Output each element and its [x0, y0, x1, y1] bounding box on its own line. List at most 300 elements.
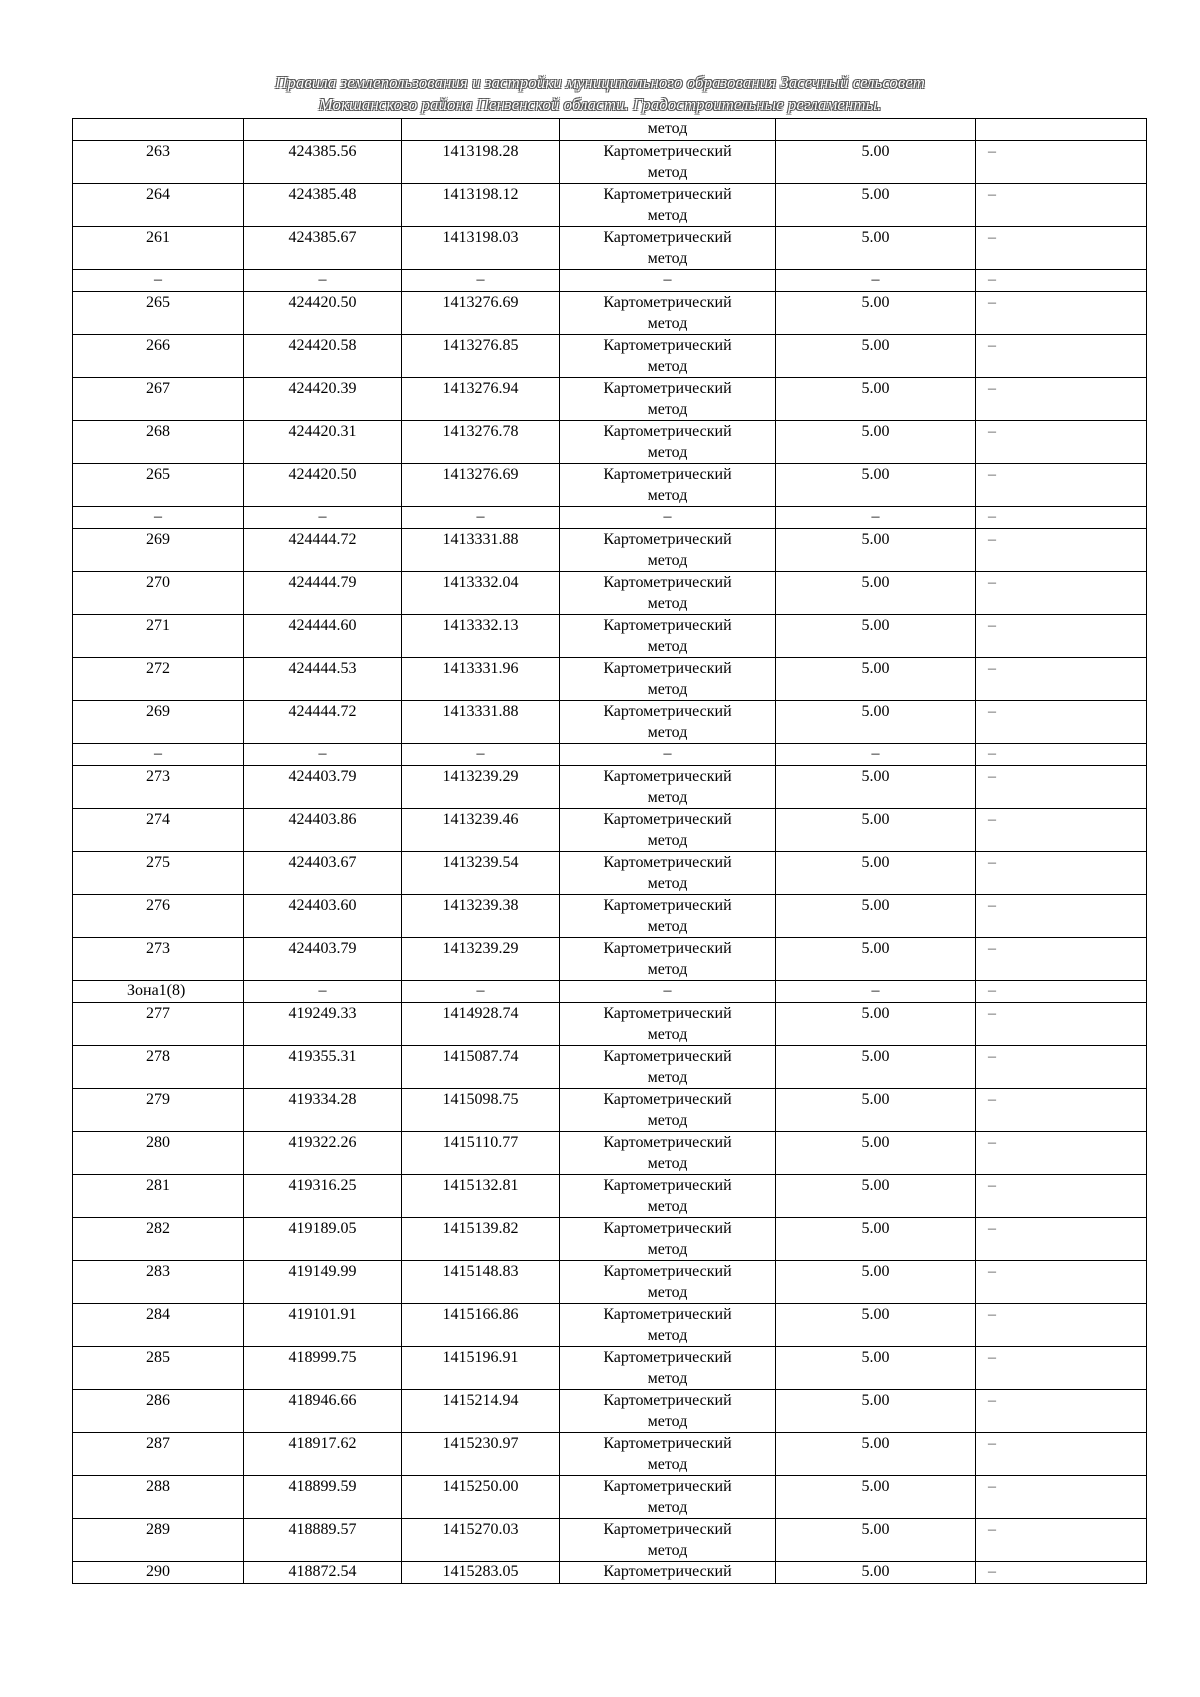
table-row [73, 184, 1147, 227]
cell-y: 1415283.05 [402, 1562, 560, 1584]
cell-accuracy [776, 119, 976, 141]
cell-method [560, 766, 776, 809]
method-line-2: метод [647, 875, 688, 892]
method-line-1: Картометрический [603, 1048, 732, 1065]
separator-row [73, 507, 1147, 529]
cell-y: 1413332.13 [402, 615, 560, 658]
cell-method [560, 507, 776, 529]
cell-method [560, 1218, 776, 1261]
cell-num: 269 [73, 529, 244, 572]
coordinates-table [72, 118, 1147, 1584]
method-line-2: метод [647, 358, 688, 375]
table-row [73, 938, 1147, 981]
cell-accuracy: 5.00 [776, 852, 976, 895]
method-line-2: метод [647, 1456, 688, 1473]
method-line-1: Картометрический [603, 1005, 732, 1022]
method-line-1: Картометрический [603, 1220, 732, 1237]
cell-method [560, 1476, 776, 1519]
cell-num: 269 [73, 701, 244, 744]
cell-y: 1413331.88 [402, 701, 560, 744]
method-line-1: Картометрический [603, 1563, 732, 1580]
method-line-2: метод [647, 1155, 688, 1172]
cell-note: – [976, 421, 1147, 464]
table-row [73, 1175, 1147, 1218]
cell-x: 424385.56 [244, 141, 402, 184]
method-line-1: Картометрический [603, 574, 732, 591]
cell-y: 1413239.29 [402, 766, 560, 809]
cell-method [560, 852, 776, 895]
cell-note: – [976, 1089, 1147, 1132]
cell-y: 1415166.86 [402, 1304, 560, 1347]
method-line-2: метод [647, 207, 688, 224]
method-line-2: метод [647, 1370, 688, 1387]
cell-method [560, 292, 776, 335]
method-line-1: Картометрический [603, 897, 732, 914]
cell-note: – [976, 1347, 1147, 1390]
method-line-2: метод [647, 315, 688, 332]
cell-accuracy: 5.00 [776, 1433, 976, 1476]
cell-method [560, 572, 776, 615]
method-line-1: Картометрический [603, 531, 732, 548]
cell-note: – [976, 184, 1147, 227]
cell-note: – [976, 292, 1147, 335]
method-line-1: Картометрический [603, 1478, 732, 1495]
cell-y: 1413276.78 [402, 421, 560, 464]
cell-note: – [976, 658, 1147, 701]
cell-y: 1415148.83 [402, 1261, 560, 1304]
cell-num: – [73, 507, 244, 529]
cell-num: 274 [73, 809, 244, 852]
cell-note: – [976, 1046, 1147, 1089]
cell-accuracy: 5.00 [776, 658, 976, 701]
cell-num: 273 [73, 766, 244, 809]
table-row [73, 615, 1147, 658]
cell-y: 1415196.91 [402, 1347, 560, 1390]
cell-method [560, 1003, 776, 1046]
cell-y: 1413239.38 [402, 895, 560, 938]
cell-num: 289 [73, 1519, 244, 1562]
method-line-2: метод [647, 789, 688, 806]
cell-method [560, 1175, 776, 1218]
table-row [73, 421, 1147, 464]
cell-x: 419101.91 [244, 1304, 402, 1347]
cell-num: 277 [73, 1003, 244, 1046]
cell-x: 424420.50 [244, 292, 402, 335]
cell-x: 424385.48 [244, 184, 402, 227]
method-line-1: – [663, 982, 672, 999]
cell-y: 1415270.03 [402, 1519, 560, 1562]
method-line-2: метод [647, 638, 688, 655]
cell-num: 280 [73, 1132, 244, 1175]
cell-x: 419322.26 [244, 1132, 402, 1175]
cell-note: – [976, 507, 1147, 529]
table-row [73, 1003, 1147, 1046]
cell-accuracy: 5.00 [776, 292, 976, 335]
cell-accuracy: 5.00 [776, 335, 976, 378]
cell-y: 1415132.81 [402, 1175, 560, 1218]
method-line-1: Картометрический [603, 768, 732, 785]
cell-accuracy: 5.00 [776, 1132, 976, 1175]
cell-note: – [976, 335, 1147, 378]
cell-y: – [402, 744, 560, 766]
cell-method [560, 1304, 776, 1347]
cell-note: – [976, 1304, 1147, 1347]
method-line-1: Картометрический [603, 1134, 732, 1151]
method-line-1: Картометрический [603, 186, 732, 203]
cell-y [402, 119, 560, 141]
cell-x: – [244, 744, 402, 766]
cell-x: 424444.72 [244, 701, 402, 744]
cell-note: – [976, 1261, 1147, 1304]
table-row [73, 1132, 1147, 1175]
cell-note: – [976, 938, 1147, 981]
cell-method [560, 1261, 776, 1304]
cell-accuracy: 5.00 [776, 895, 976, 938]
method-line-1: Картометрический [603, 1349, 732, 1366]
cell-num: 290 [73, 1562, 244, 1584]
method-line-1: Картометрический [603, 466, 732, 483]
cell-y: 1414928.74 [402, 1003, 560, 1046]
table-row [73, 701, 1147, 744]
cell-y: 1413239.54 [402, 852, 560, 895]
cell-y: 1413276.85 [402, 335, 560, 378]
cell-num: – [73, 270, 244, 292]
cell-note: – [976, 378, 1147, 421]
method-line-2: метод [647, 164, 688, 181]
cell-method [560, 1089, 776, 1132]
method-line-2: метод [647, 552, 688, 569]
cell-method [560, 529, 776, 572]
cell-accuracy: – [776, 270, 976, 292]
cell-method [560, 1519, 776, 1562]
table-row [73, 1046, 1147, 1089]
method-line-1: Картометрический [603, 229, 732, 246]
cell-method [560, 1132, 776, 1175]
table-row [73, 378, 1147, 421]
cell-y: 1415098.75 [402, 1089, 560, 1132]
cell-accuracy: 5.00 [776, 1175, 976, 1218]
cell-accuracy: 5.00 [776, 615, 976, 658]
cell-num: 283 [73, 1261, 244, 1304]
cell-num [73, 981, 244, 1003]
cell-x: 424420.50 [244, 464, 402, 507]
cell-accuracy: – [776, 507, 976, 529]
cell-method [560, 464, 776, 507]
cell-x: 419249.33 [244, 1003, 402, 1046]
cell-method [560, 1347, 776, 1390]
cell-num: 288 [73, 1476, 244, 1519]
cell-x: – [244, 981, 402, 1003]
cell-note: – [976, 1003, 1147, 1046]
method-line-1: Картометрический [603, 854, 732, 871]
cell-num: 282 [73, 1218, 244, 1261]
cell-x [244, 119, 402, 141]
cell-x: 418899.59 [244, 1476, 402, 1519]
cell-note: – [976, 227, 1147, 270]
method-line-1: – [663, 508, 672, 525]
separator-row [73, 270, 1147, 292]
table-row [73, 529, 1147, 572]
cell-accuracy: 5.00 [776, 1562, 976, 1584]
table-row [73, 464, 1147, 507]
method-line-1: Картометрический [603, 1263, 732, 1280]
cell-num: 261 [73, 227, 244, 270]
cell-num: 281 [73, 1175, 244, 1218]
cell-accuracy: 5.00 [776, 809, 976, 852]
method-line-2: метод [647, 1241, 688, 1258]
method-line-1: Картометрический [603, 1177, 732, 1194]
table-row [73, 1433, 1147, 1476]
cell-x: 424403.60 [244, 895, 402, 938]
cell-x: – [244, 507, 402, 529]
cell-x: 424385.67 [244, 227, 402, 270]
method-line-1: – [663, 271, 672, 288]
cell-accuracy: 5.00 [776, 378, 976, 421]
cell-num: 286 [73, 1390, 244, 1433]
cell-num: 271 [73, 615, 244, 658]
table-row [73, 809, 1147, 852]
cell-x: 424403.79 [244, 766, 402, 809]
table-row-continuation [73, 119, 1147, 141]
cell-method [560, 938, 776, 981]
cell-accuracy: 5.00 [776, 1003, 976, 1046]
cell-accuracy: 5.00 [776, 1304, 976, 1347]
cell-num: 263 [73, 141, 244, 184]
cell-note: – [976, 572, 1147, 615]
cell-note: – [976, 981, 1147, 1003]
cell-accuracy: 5.00 [776, 464, 976, 507]
cell-y: 1413198.12 [402, 184, 560, 227]
method-line-1: Картометрический [603, 617, 732, 634]
cell-method [560, 184, 776, 227]
cell-y: – [402, 507, 560, 529]
cell-method [560, 1046, 776, 1089]
cell-x: 424420.58 [244, 335, 402, 378]
cell-y: 1415087.74 [402, 1046, 560, 1089]
cell-note [976, 119, 1147, 141]
table-row [73, 852, 1147, 895]
zone-label: Зона1(8) [127, 982, 186, 999]
cell-note: – [976, 464, 1147, 507]
cell-method [560, 141, 776, 184]
cell-accuracy: – [776, 981, 976, 1003]
cell-accuracy: 5.00 [776, 1046, 976, 1089]
cell-x: 424403.86 [244, 809, 402, 852]
separator-row [73, 744, 1147, 766]
cell-accuracy: 5.00 [776, 938, 976, 981]
cell-num: – [73, 744, 244, 766]
cell-y: 1413276.69 [402, 292, 560, 335]
table-row [73, 1519, 1147, 1562]
cell-y: 1415139.82 [402, 1218, 560, 1261]
cell-accuracy: 5.00 [776, 1347, 976, 1390]
method-line-2: метод [647, 444, 688, 461]
cell-x: 424444.79 [244, 572, 402, 615]
method-line-2: метод [647, 961, 688, 978]
cell-x: 418999.75 [244, 1347, 402, 1390]
cell-note: – [976, 615, 1147, 658]
table-row [73, 292, 1147, 335]
cell-method [560, 378, 776, 421]
method-line-2: метод [647, 401, 688, 418]
table-row [73, 766, 1147, 809]
cell-x: 424403.79 [244, 938, 402, 981]
cell-note: – [976, 895, 1147, 938]
cell-note: – [976, 701, 1147, 744]
method-line-1: Картометрический [603, 1521, 732, 1538]
cell-accuracy: 5.00 [776, 766, 976, 809]
cell-note: – [976, 1562, 1147, 1584]
cell-method [560, 270, 776, 292]
cell-note: – [976, 1390, 1147, 1433]
cell-accuracy: 5.00 [776, 572, 976, 615]
method-line-2: метод [647, 487, 688, 504]
cell-accuracy: – [776, 744, 976, 766]
cell-num: 270 [73, 572, 244, 615]
table-row [73, 1261, 1147, 1304]
method-line-2: метод [647, 918, 688, 935]
cell-method [560, 895, 776, 938]
cell-y: 1413332.04 [402, 572, 560, 615]
cell-num: 267 [73, 378, 244, 421]
method-line-1: Картометрический [603, 423, 732, 440]
cell-x: 424444.53 [244, 658, 402, 701]
method-line-1: Картометрический [603, 1435, 732, 1452]
cell-method [560, 744, 776, 766]
method-line-1: Картометрический [603, 660, 732, 677]
cell-accuracy: 5.00 [776, 1218, 976, 1261]
cell-method: метод [560, 119, 776, 141]
cell-note: – [976, 1132, 1147, 1175]
cell-method [560, 809, 776, 852]
method-line-2: метод [647, 1069, 688, 1086]
cell-accuracy: 5.00 [776, 1519, 976, 1562]
cell-num: 273 [73, 938, 244, 981]
cell-x: 418917.62 [244, 1433, 402, 1476]
table-row [73, 658, 1147, 701]
cell-x: 419355.31 [244, 1046, 402, 1089]
table-row [73, 141, 1147, 184]
cell-x: 424420.31 [244, 421, 402, 464]
cell-num: 275 [73, 852, 244, 895]
header-line-1: Правила землепользования и застройки муниципального образования Засечный сельсовет [275, 73, 925, 92]
cell-note: – [976, 270, 1147, 292]
cell-x: 418946.66 [244, 1390, 402, 1433]
cell-num: 279 [73, 1089, 244, 1132]
cell-num: 272 [73, 658, 244, 701]
method-line-2: метод [647, 250, 688, 267]
cell-num: 287 [73, 1433, 244, 1476]
cell-y: – [402, 270, 560, 292]
cell-num: 278 [73, 1046, 244, 1089]
cell-note: – [976, 1519, 1147, 1562]
cell-y: 1413198.03 [402, 227, 560, 270]
table-row [73, 1562, 1147, 1584]
cell-method [560, 658, 776, 701]
cell-method [560, 1390, 776, 1433]
cell-num: 265 [73, 464, 244, 507]
cell-x: 419334.28 [244, 1089, 402, 1132]
method-line-1: Картометрический [603, 703, 732, 720]
cell-method [560, 335, 776, 378]
method-line-2: метод [647, 1198, 688, 1215]
method-line-2: метод [647, 724, 688, 741]
cell-x: 418872.54 [244, 1562, 402, 1584]
method-line-1: – [663, 745, 672, 762]
cell-x: 424444.60 [244, 615, 402, 658]
cell-x: – [244, 270, 402, 292]
method-line-1: Картометрический [603, 143, 732, 160]
cell-note: – [976, 1476, 1147, 1519]
method-line-2: метод [647, 832, 688, 849]
cell-accuracy: 5.00 [776, 184, 976, 227]
cell-accuracy: 5.00 [776, 1261, 976, 1304]
cell-x: 418889.57 [244, 1519, 402, 1562]
cell-accuracy: 5.00 [776, 1089, 976, 1132]
method-line-1: Картометрический [603, 1306, 732, 1323]
cell-note: – [976, 141, 1147, 184]
cell-method [560, 1433, 776, 1476]
zone-header-row [73, 981, 1147, 1003]
cell-y: 1413239.46 [402, 809, 560, 852]
method-line-2: метод [647, 1026, 688, 1043]
cell-note: – [976, 744, 1147, 766]
cell-note: – [976, 529, 1147, 572]
cell-num [73, 119, 244, 141]
cell-accuracy: 5.00 [776, 227, 976, 270]
cell-x: 419149.99 [244, 1261, 402, 1304]
cell-y: 1415230.97 [402, 1433, 560, 1476]
cell-note: – [976, 1218, 1147, 1261]
method-line-1: Картометрический [603, 940, 732, 957]
cell-num: 264 [73, 184, 244, 227]
cell-num: 268 [73, 421, 244, 464]
method-line-2: метод [647, 1284, 688, 1301]
table-row [73, 572, 1147, 615]
cell-accuracy: 5.00 [776, 701, 976, 744]
table-row [73, 1304, 1147, 1347]
cell-y: 1413331.88 [402, 529, 560, 572]
method-line-1: Картометрический [603, 1392, 732, 1409]
method-line-1: Картометрический [603, 811, 732, 828]
cell-note: – [976, 766, 1147, 809]
method-line-2: метод [647, 1499, 688, 1516]
cell-note: – [976, 809, 1147, 852]
cell-accuracy: 5.00 [776, 421, 976, 464]
cell-note: – [976, 1175, 1147, 1218]
header-line-2: Мокшанского района Пензенской области. Градостроительные регламенты. [318, 95, 882, 114]
table-row [73, 335, 1147, 378]
cell-x: 419189.05 [244, 1218, 402, 1261]
cell-method [560, 701, 776, 744]
method-line-2: метод [647, 1112, 688, 1129]
cell-num: 265 [73, 292, 244, 335]
table-row [73, 895, 1147, 938]
cell-accuracy: 5.00 [776, 1390, 976, 1433]
cell-y: 1415250.00 [402, 1476, 560, 1519]
cell-num: 284 [73, 1304, 244, 1347]
cell-y: 1415110.77 [402, 1132, 560, 1175]
cell-y: 1413239.29 [402, 938, 560, 981]
table-row [73, 1218, 1147, 1261]
method-line-1: Картометрический [603, 294, 732, 311]
cell-accuracy: 5.00 [776, 1476, 976, 1519]
cell-x: 424444.72 [244, 529, 402, 572]
cell-num: 285 [73, 1347, 244, 1390]
cell-y: 1413276.69 [402, 464, 560, 507]
cell-x: 419316.25 [244, 1175, 402, 1218]
table-row [73, 1089, 1147, 1132]
